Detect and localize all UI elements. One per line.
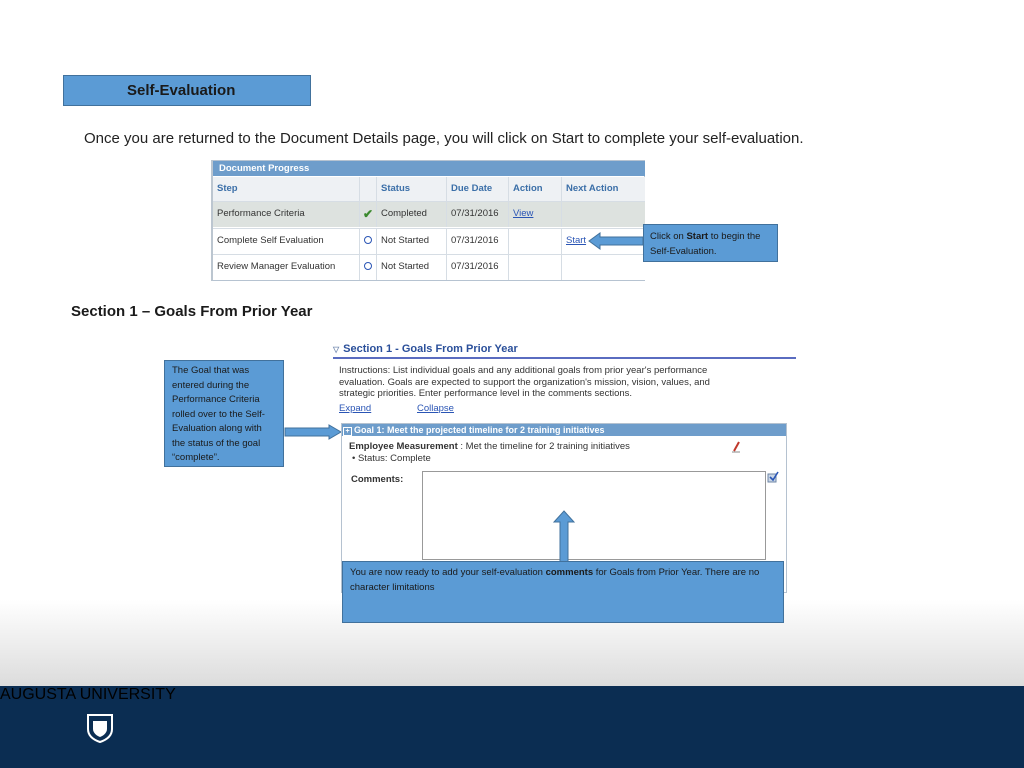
page-title: Self-Evaluation <box>63 75 311 106</box>
arrow-up-icon <box>553 510 575 563</box>
col-action: Action <box>508 177 561 201</box>
goal-header[interactable] <box>342 424 786 436</box>
intro-text: Once you are returned to the Document Details page, you will click on Start to complete your self-evaluation. <box>84 130 804 147</box>
goal-status: • Status: Complete <box>352 453 431 464</box>
due-date-cell: 07/31/2016 <box>446 229 508 254</box>
circle-icon <box>359 229 376 254</box>
university-shield-icon <box>86 713 114 743</box>
callout-start-bold: Start <box>686 231 709 242</box>
section-heading: Section 1 – Goals From Prior Year <box>71 303 313 320</box>
arrow-left-icon <box>588 232 644 250</box>
table-row <box>213 254 645 280</box>
table-header-row <box>213 177 645 201</box>
col-step: Step <box>217 183 238 194</box>
status-cell: Not Started <box>376 229 446 254</box>
section1-instructions: Instructions: List individual goals and any additional goals from prior year's performance evaluation. Goals are expected to support the organization's mission, vision, values, and strategic priorities. Enter performance level in the comments sections. <box>339 365 710 400</box>
goal-title: Goal 1: Meet the projected timeline for 2 training initiatives <box>354 425 605 435</box>
employee-measurement <box>349 441 630 452</box>
goal-status-text: Status: Complete <box>357 453 431 464</box>
next-action-cell <box>561 202 645 227</box>
next-action-cell <box>561 255 645 280</box>
callout-goal: The Goal that was entered during the Performance Criteria rolled over to the Self-Evaluation along with the status of the goal “complete”. <box>164 360 284 467</box>
comments-label: Comments: <box>351 474 404 485</box>
section1-title-text: Section 1 - Goals From Prior Year <box>343 343 518 355</box>
col-due-date: Due Date <box>446 177 508 201</box>
col-next-action: Next Action <box>561 177 645 201</box>
step-cell: Complete Self Evaluation <box>217 235 324 246</box>
step-cell: Review Manager Evaluation <box>217 261 336 272</box>
callout-start-text: Click on <box>650 231 687 242</box>
view-link[interactable]: View <box>513 208 534 219</box>
section1-title[interactable] <box>333 343 796 359</box>
table-row <box>213 228 645 254</box>
spellcheck-icon[interactable] <box>767 471 779 483</box>
action-cell <box>508 229 561 254</box>
document-progress-title: Document Progress <box>213 161 645 176</box>
status-cell: Not Started <box>376 255 446 280</box>
start-link[interactable]: Start <box>566 235 587 246</box>
callout-start <box>643 224 778 262</box>
step-cell: Performance Criteria <box>217 208 305 219</box>
document-progress-table <box>211 160 645 281</box>
callout-comments <box>342 561 784 623</box>
table-row <box>213 201 645 227</box>
col-status: Status <box>376 177 446 201</box>
arrow-right-icon <box>284 424 342 440</box>
edit-pencil-icon[interactable] <box>731 441 741 453</box>
callout-comments-text-2: for Goals from Prior Year. There are no character limitations <box>350 567 760 593</box>
university-name: AUGUSTA UNIVERSITY <box>0 686 176 703</box>
collapse-triangle-icon[interactable]: ▽ <box>333 345 340 354</box>
collapse-link[interactable]: Collapse <box>417 403 454 414</box>
callout-comments-text: You are now ready to add your self-evaluation <box>350 567 546 578</box>
col-icon <box>359 177 376 201</box>
employee-measurement-value: : Met the timeline for 2 training initiatives <box>457 441 630 452</box>
status-cell: Completed <box>376 202 446 227</box>
comments-textarea[interactable] <box>422 471 766 560</box>
check-icon: ✔ <box>359 202 376 227</box>
due-date-cell: 07/31/2016 <box>446 202 508 227</box>
action-cell <box>508 202 561 227</box>
employee-measurement-label: Employee Measurement <box>349 441 458 452</box>
due-date-cell: 07/31/2016 <box>446 255 508 280</box>
circle-icon <box>359 255 376 280</box>
action-cell <box>508 255 561 280</box>
expand-plus-icon[interactable]: + <box>343 427 352 436</box>
expand-link[interactable]: Expand <box>339 403 372 414</box>
callout-comments-bold: comments <box>545 567 594 578</box>
callout-start-text-2: to begin the Self-Evaluation. <box>650 231 761 257</box>
